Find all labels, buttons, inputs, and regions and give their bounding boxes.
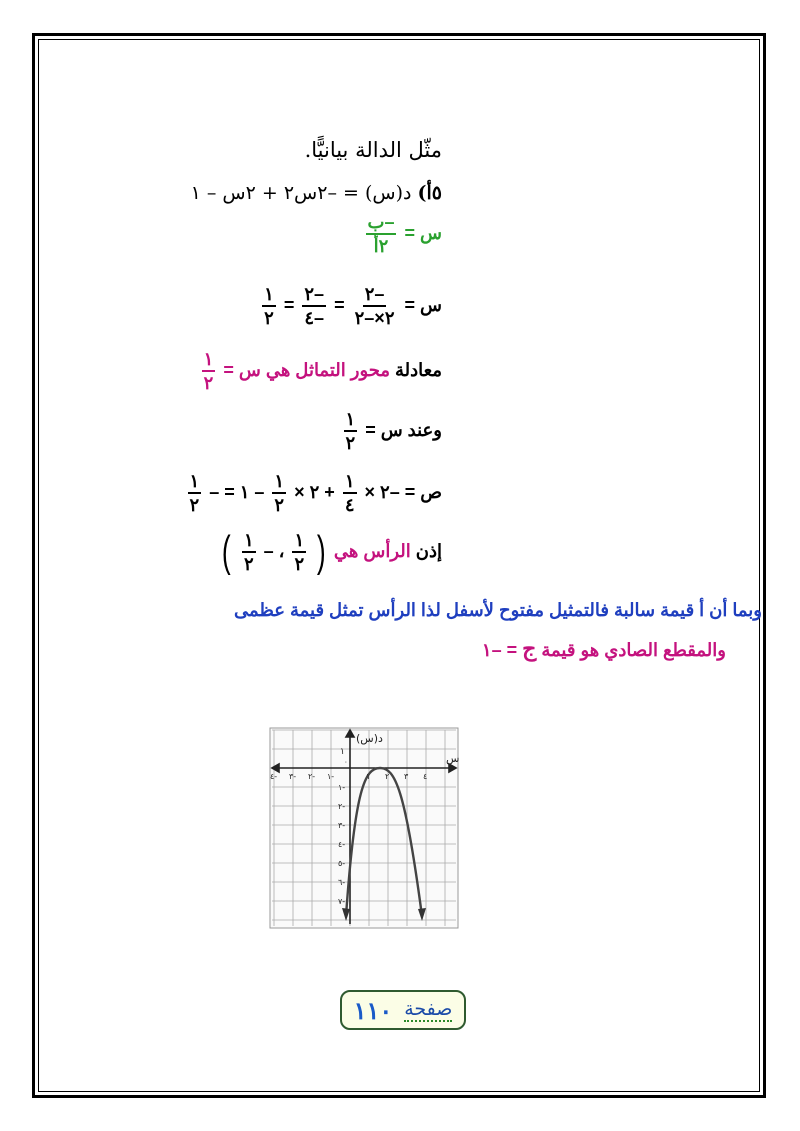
x-axis-label: س [446, 752, 460, 765]
y-start: ص = –٢ × [364, 481, 442, 502]
parabola-graph [270, 728, 458, 928]
problem-function: د(س) = –٢س٢ + ٢س – ١ [190, 182, 412, 204]
ya-num: ١ [343, 472, 357, 494]
y-fraction-c [188, 472, 202, 514]
formula-numerator: –ب [366, 213, 397, 235]
vertex-x-computation: س = $\frac{-٢}{٢\times-٢}$ = $\frac{-٢}{-٤}$ = $\frac{١}{٢}$ [264, 284, 442, 328]
y-fraction-a [343, 472, 357, 514]
formula-var: س = [404, 222, 442, 243]
when-text: وعند س = [365, 419, 442, 440]
conclusion-opening: وبما أن أ قيمة سالبة فالتمثيل مفتوح لأسفل لذا الرأس تمثل قيمة عظمى [234, 600, 762, 620]
vertex-x-fraction [292, 531, 306, 573]
vertex-neg: – [263, 540, 274, 561]
x-tick-label: ٣ [404, 772, 409, 781]
f3-num: ١ [262, 285, 276, 307]
vertex-x-formula [363, 213, 442, 255]
vertex-y-fraction [242, 531, 256, 573]
y-tick-label: ٣- [338, 821, 346, 830]
ya-den: ٤ [344, 495, 355, 515]
vy-den: ٢ [243, 554, 254, 574]
problem-statement [191, 182, 442, 204]
axis-den: ٢ [203, 373, 214, 393]
problem-label: ٥أ) [417, 182, 442, 204]
vy-num: ١ [242, 531, 256, 553]
formula-fraction [366, 213, 397, 255]
axis-of-symmetry-line [199, 350, 442, 392]
axis-fraction [202, 350, 216, 392]
page-number: ١١٠ [353, 995, 393, 1025]
x-tick-label: ٢ [385, 772, 390, 781]
y-tick-label: ٥- [338, 859, 346, 868]
page-word: صفحة [404, 998, 453, 1020]
yb-den: ٢ [274, 495, 285, 515]
when-x-line [341, 410, 443, 452]
x-tick-label: ١ [366, 772, 371, 781]
intercept-var: ج [522, 636, 537, 661]
when-num: ١ [344, 410, 358, 432]
x-tick-label: ٤- [270, 772, 278, 781]
conclusion-intercept [482, 636, 726, 662]
x-tick-label: ١- [327, 772, 335, 781]
y-tick-label: ٧- [338, 897, 346, 906]
vx-den: ٢ [294, 554, 305, 574]
yc-den: ٢ [189, 495, 200, 515]
x-tick-label: ٢- [308, 772, 316, 781]
yb-num: ١ [272, 472, 286, 494]
y-value-computation [185, 472, 443, 514]
x-tick-label: ٤ [423, 772, 428, 781]
y-tick-label: ٤- [338, 840, 346, 849]
vertex-prefix: إذن [415, 540, 442, 561]
vertex-label: الرأس هي [333, 540, 411, 561]
exercise-heading: مثّل الدالة بيانيًّا. [304, 138, 442, 162]
y-end: – ١ = – [209, 481, 265, 502]
compute-fraction-1 [353, 285, 397, 327]
y-mid: + ٢ × [294, 481, 335, 502]
y-tick-label: ١- [338, 783, 346, 792]
compute-fraction-3 [262, 285, 276, 327]
page-number-box [340, 990, 466, 1030]
compute-var: س = [404, 294, 442, 315]
intercept-value: = –١ [481, 640, 518, 660]
y-tick-top: ١ [340, 747, 345, 757]
page-content [40, 40, 760, 1090]
x-tick-label: ٣- [289, 772, 297, 781]
when-fraction [344, 410, 358, 452]
f1-num: –٢ [363, 285, 387, 307]
intercept-middle: هو قيمة [541, 640, 600, 660]
axis-num: ١ [202, 350, 216, 372]
f3-den: ٢ [264, 308, 274, 328]
y-tick-label: ٢- [338, 802, 346, 811]
intercept-prefix: والمقطع الصادي [604, 640, 726, 660]
when-den: ٢ [345, 433, 356, 453]
y-tick-label: ٦- [338, 878, 346, 887]
f2-den: –٤ [304, 308, 325, 328]
vertex-line: إذن الرأس هي ( $\frac{١}{٢}$ ، – $\frac{١}{٢}$ ) [222, 527, 442, 576]
yc-num: ١ [188, 472, 202, 494]
compute-fraction-2 [302, 285, 326, 327]
axis-prefix: معادلة [395, 359, 442, 380]
axis-equation: محور التماثل هي س = [223, 359, 391, 380]
f1-den: ٢×–٢ [354, 308, 395, 328]
f2-num: –٢ [302, 285, 326, 307]
origin-label: ٠ [344, 758, 348, 766]
y-fraction-b [272, 472, 286, 514]
vx-num: ١ [292, 531, 306, 553]
vertex-sep: ، [278, 540, 285, 561]
formula-denominator: ٢أ [373, 236, 389, 256]
y-axis-label: د(س) [356, 732, 383, 745]
